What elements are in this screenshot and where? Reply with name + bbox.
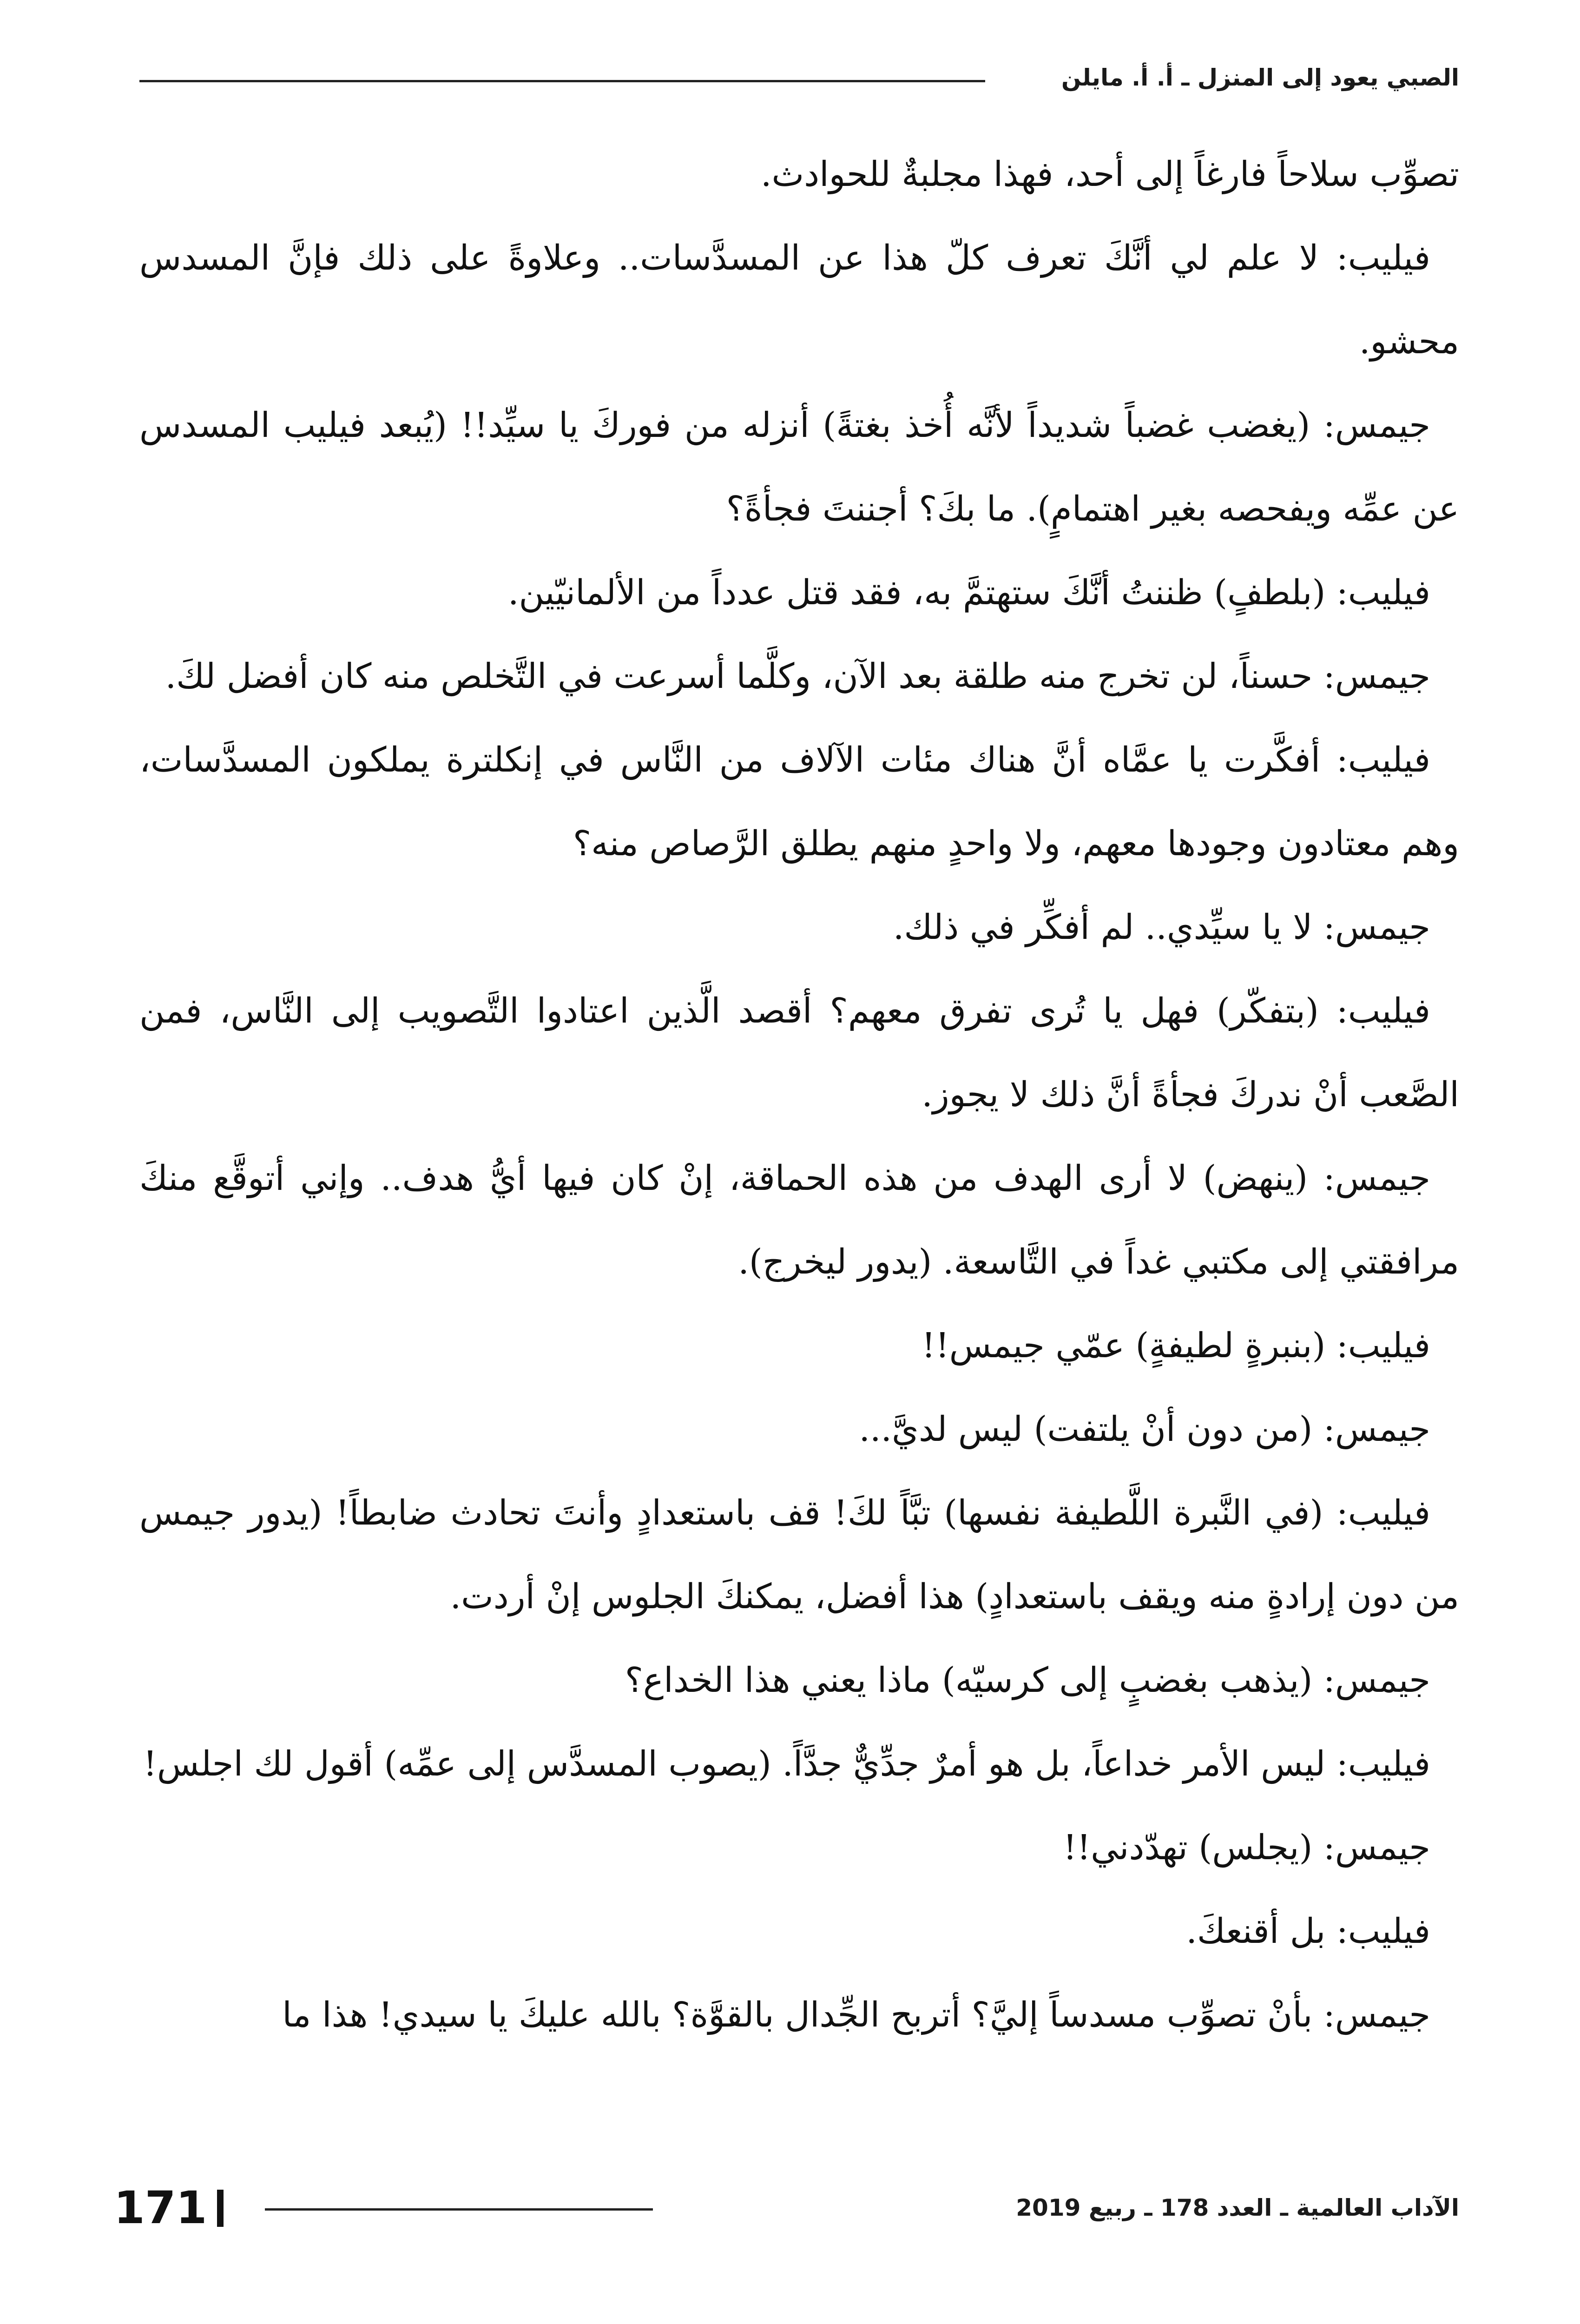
dialogue-paragraph: جيمس: (من دون أنْ يلتفت) ليس لديَّ...: [859, 1409, 1430, 1449]
paragraph-continuation: تصوِّب سلاحاً فارغاً إلى أحد، فهذا مجلبةٌ للحوادث.: [760, 154, 1459, 194]
page-number-bar: [217, 2190, 224, 2227]
dialogue-paragraph: فيليب: أفكَّرت يا عمَّاه أنَّ هناك مئات الآلاف من النَّاس في إنكلترة يملكون المسدَّسات، وهم معتادون وجودها معهم، ولا واحدٍ منهم يطلق الرَّصاص منه؟: [139, 740, 1459, 864]
dialogue-paragraph: جيمس: بأنْ تصوِّب مسدساً إليَّ؟ أتربح الجِّدال بالقوَّة؟ بالله عليكَ يا سيدي! هذا ما: [282, 1995, 1430, 2035]
footer-rule: [265, 2208, 653, 2211]
dialogue-paragraph: فيليب: (بنبرةٍ لطيفةٍ) عمّي جيمس!!: [922, 1326, 1430, 1366]
dialogue-paragraph: فيليب: (في النَّبرة اللَّطيفة نفسها) تبَّاً لكَ! قف باستعدادٍ وأنتَ تحادث ضابطاً! (يدور جيمس من دون إرادةٍ منه ويقف باستعدادٍ) هذا أفضل، يمكنكَ الجلوس إنْ أردت.: [139, 1493, 1459, 1617]
dialogue-paragraph: جيمس: (يذهب بغضبٍ إلى كرسيّه) ماذا يعني هذا الخداع؟: [625, 1660, 1430, 1700]
dialogue-paragraph: جيمس: (يغضب غضباً شديداً لأنَّه أُخذ بغتةً) أنزله من فوركَ يا سيِّد!! (يُبعد فيليب المسدس عن عمِّه ويفحصه بغير اهتمامٍ). ما بكَ؟ أجننتَ فجأةً؟: [139, 405, 1459, 529]
dialogue-paragraph: فيليب: ليس الأمر خداعاً، بل هو أمرٌ جدِّيٌّ جدَّاً. (يصوب المسدَّس إلى عمِّه) أقول لك اجلس!: [143, 1744, 1430, 1784]
page-body: [139, 132, 1459, 2057]
dialogue-paragraph: فيليب: لا علم لي أنَّكَ تعرف كلّ هذا عن المسدَّسات.. وعلاوةً على ذلك فإنَّ المسدس محشو.: [139, 238, 1459, 362]
dialogue-paragraph: فيليب: (بتفكّر) فهل يا تُرى تفرق معهم؟ أقصد الَّذين اعتادوا التَّصويب إلى النَّاس، فمن الصَّعب أنْ ندركَ فجأةً أنَّ ذلك لا يجوز.: [139, 991, 1459, 1115]
dialogue-paragraph: جيمس: (ينهض) لا أرى الهدف من هذه الحماقة، إنْ كان فيها أيُّ هدف.. وإني أتوقَّع منكَ مرافقتي إلى مكتبي غداً في التَّاسعة. (يدور ليخرج).: [139, 1158, 1459, 1282]
journal-info: الآداب العالمية ـ العدد 178 ـ ربيع 2019: [1016, 2194, 1459, 2221]
dialogue-paragraph: فيليب: (بلطفٍ) ظننتُ أنَّكَ ستهتمَّ به، فقد قتل عدداً من الألمانيّين.: [507, 573, 1430, 613]
page-footer: [114, 2182, 1459, 2233]
dialogue-paragraph: فيليب: بل أقنعكَ.: [1186, 1911, 1430, 1951]
header-rule: [139, 80, 985, 82]
dialogue-paragraph: جيمس: حسناً، لن تخرج منه طلقة بعد الآن، وكلَّما أسرعت في التَّخلص منه كان أفضل لكَ.: [165, 656, 1430, 696]
running-header: [139, 52, 1459, 103]
page-number: 171: [114, 2182, 207, 2234]
dialogue-paragraph: جيمس: (يجلس) تهدّدني!!: [1063, 1828, 1430, 1868]
dialogue-paragraph: جيمس: لا يا سيِّدي.. لم أفكِّر في ذلك.: [893, 907, 1430, 947]
running-title: الصبي يعود إلى المنزل ـ أ. أ. مايلن: [1061, 64, 1459, 91]
